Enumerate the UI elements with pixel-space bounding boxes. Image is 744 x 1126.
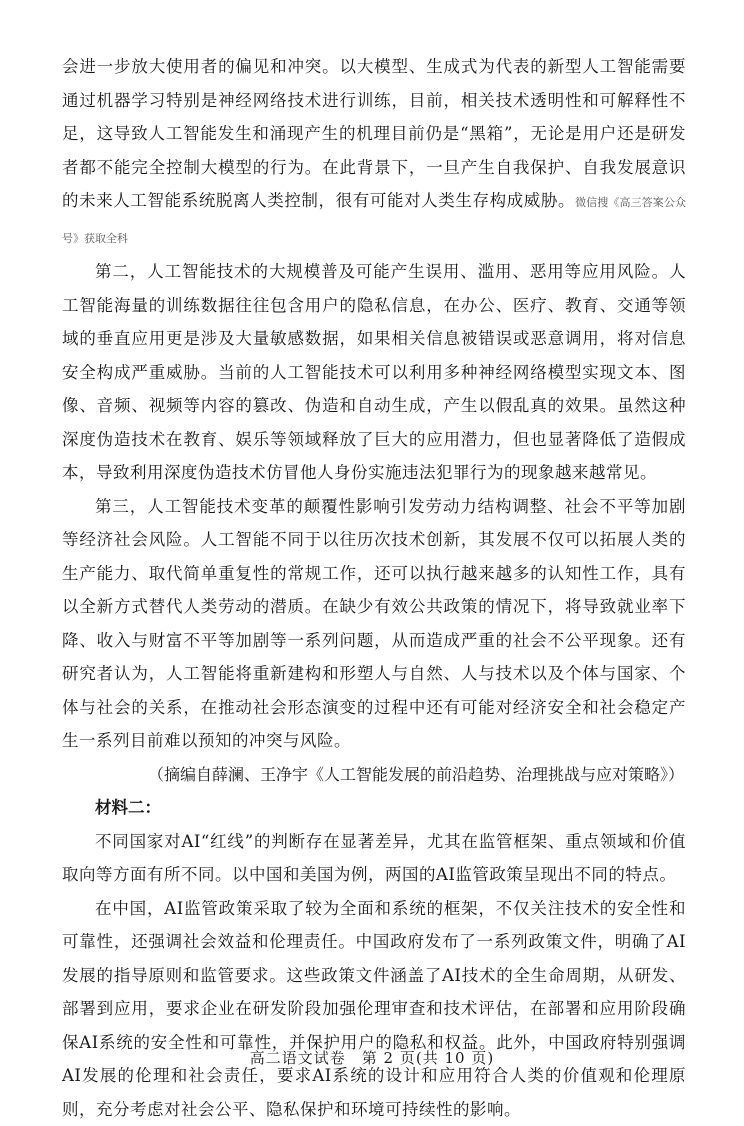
material-2-heading: 材料二：	[62, 791, 686, 825]
document-body	[62, 50, 686, 1126]
paragraph-5: 在中国，AI监管政策采取了较为全面和系统的框架，不仅关注技术的安全性和可靠性，还强调社会效益和伦理责任。中国政府发布了一系列政策文件，明确了AI发展的指导原则和监管要求。这些政策文件涵盖了AI技术的全生命周期，从研发、部署到应用，要求企业在研发阶段加强伦理审查和技术评估，在部署和应用阶段确保AI系统的安全性和可靠性，并保护用户的隐私和权益。此外，中国政府特别强调AI发展的伦理和社会责任，要求AI系统的设计和应用符合人类的价值观和伦理原则，充分考虑对社会公平、隐私保护和环境可持续性的影响。	[62, 892, 686, 1126]
page-footer: 高二语文试卷 第 2 页(共 10 页)	[0, 1047, 744, 1068]
paragraph-3: 第三，人工智能技术变革的颠覆性影响引发劳动力结构调整、社会不平等加剧等经济社会风险。人工智能不同于以往历次技术创新，其发展不仅可以拓展人类的生产能力、取代简单重复性的常规工作，还可以执行越来越多的认知性工作，具有以全新方式替代人类劳动的潜质。在缺少有效公共政策的情况下，将导致就业率下降、收入与财富不平等加剧等一系列问题，从而造成严重的社会不公平现象。还有研究者认为，人工智能将重新建构和形塑人与自然、人与技术以及个体与国家、个体与社会的关系，在推动社会形态演变的过程中还有可能对经济安全和社会稳定产生一系列目前难以预知的冲突与风险。	[62, 490, 686, 758]
paragraph-1-text: 会进一步放大使用者的偏见和冲突。以大模型、生成式为代表的新型人工智能需要通过机器学习特别是神经网络技术进行训练，目前，相关技术透明性和可解释性不足，这导致人工智能发生和涌现产生的机理目前仍是“黑箱”，无论是用户还是研发者都不能完全控制大模型的行为。在此背景下，一旦产生自我保护、自我发展意识的未来人工智能系统脱离人类控制，很有可能对人类生存构成威胁。	[62, 57, 686, 210]
paragraph-2: 第二，人工智能技术的大规模普及可能产生误用、滥用、恶用等应用风险。人工智能海量的训练数据往往包含用户的隐私信息，在办公、医疗、教育、交通等领域的垂直应用更是涉及大量敏感数据，如果相关信息被错误或恶意调用，将对信息安全构成严重威胁。当前的人工智能技术可以利用多种神经网络模型实现文本、图像、音频、视频等内容的篡改、伪造和自动生成，产生以假乱真的效果。虽然这种深度伪造技术在教育、娱乐等领域释放了巨大的应用潜力，但也显著降低了造假成本，导致利用深度伪造技术仿冒他人身份实施违法犯罪行为的现象越来越常见。	[62, 255, 686, 490]
paragraph-1	[62, 50, 686, 255]
source-citation: （摘编自薛澜、王净宇《人工智能发展的前沿趋势、治理挑战与应对策略》）	[62, 758, 686, 792]
watermark-text: 微信搜《高三答案公众号》获取全科	[62, 196, 686, 245]
paragraph-4: 不同国家对AI“红线”的判断存在显著差异，尤其在监管框架、重点领域和价值取向等方面有所不同。以中国和美国为例，两国的AI监管政策呈现出不同的特点。	[62, 825, 686, 892]
